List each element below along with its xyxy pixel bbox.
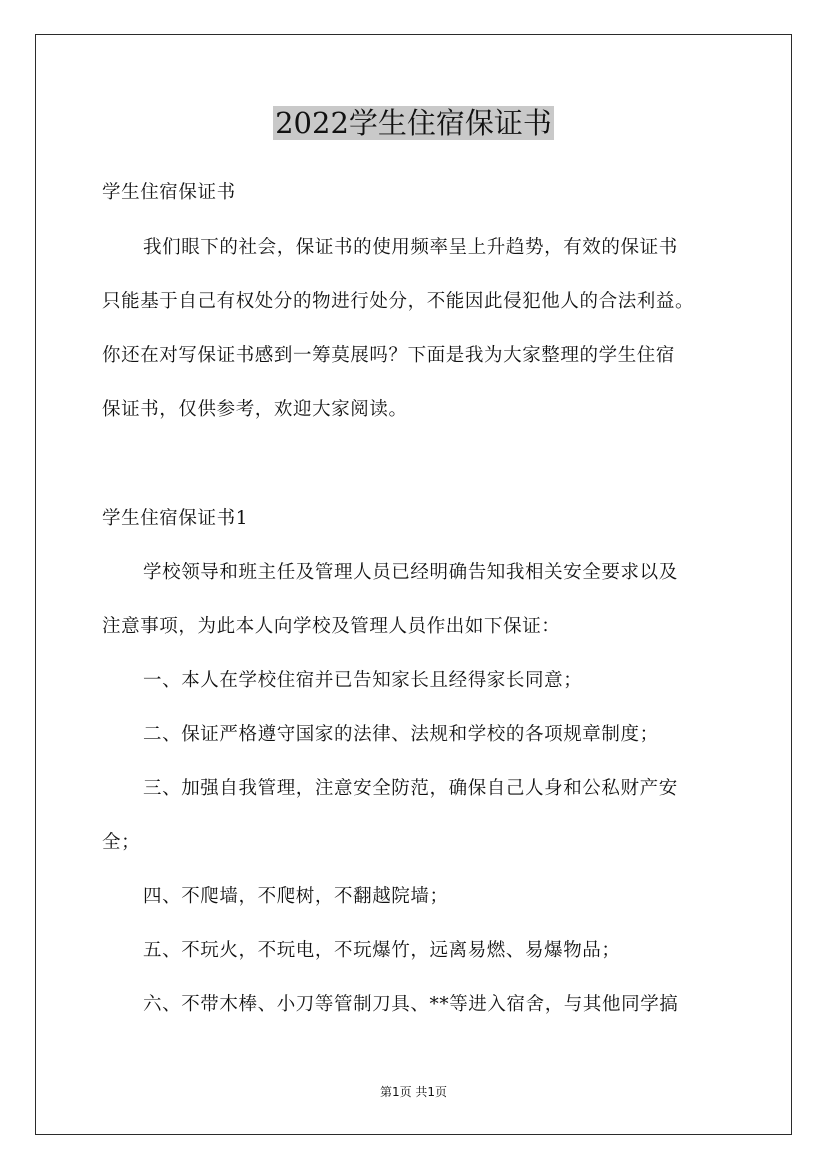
list-item: 四、不爬墙，不爬树，不翻越院墙； xyxy=(143,886,449,907)
paragraph-line: 学校领导和班主任及管理人员已经明确告知我相关安全要求以及 xyxy=(143,562,678,583)
list-item: 六、不带木棒、小刀等管制刀具、**等进入宿舍，与其他同学搞 xyxy=(143,994,679,1015)
paragraph-line: 我们眼下的社会，保证书的使用频率呈上升趋势，有效的保证书 xyxy=(143,237,678,258)
list-item-continuation: 全； xyxy=(102,832,141,853)
paragraph-line: 只能基于自己有权处分的物进行处分，不能因此侵犯他人的合法利益。 xyxy=(102,291,695,312)
paragraph-line: 你还在对写保证书感到一筹莫展吗？下面是我为大家整理的学生住宿 xyxy=(102,345,676,366)
document-title-text: 2022学生住宿保证书 xyxy=(275,106,552,140)
list-item: 二、保证严格遵守国家的法律、法规和学校的各项规章制度； xyxy=(143,724,659,745)
section-heading-1: 学生住宿保证书1 xyxy=(102,508,249,529)
document-title xyxy=(0,104,827,142)
list-item: 三、加强自我管理，注意安全防范，确保自己人身和公私财产安 xyxy=(143,778,678,799)
page-footer: 第1页 共1页 xyxy=(379,1085,448,1099)
paragraph-line: 注意事项，为此本人向学校及管理人员作出如下保证： xyxy=(102,616,561,637)
list-item: 五、不玩火，不玩电，不玩爆竹，远离易燃、易爆物品； xyxy=(143,940,621,961)
paragraph-line: 保证书，仅供参考，欢迎大家阅读。 xyxy=(102,399,408,420)
list-item: 一、本人在学校住宿并已告知家长且经得家长同意； xyxy=(143,670,583,691)
section-heading-intro: 学生住宿保证书 xyxy=(102,182,236,203)
